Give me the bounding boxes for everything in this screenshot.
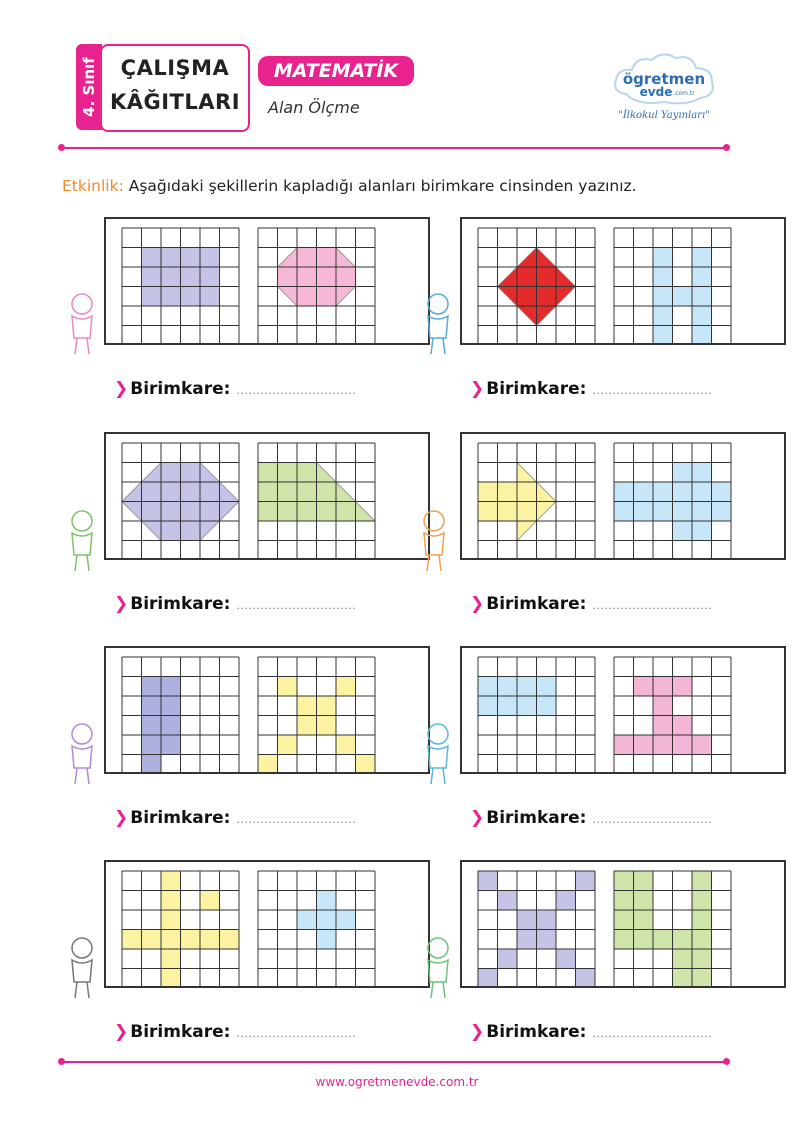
shaded-cell: [653, 677, 673, 697]
logo-text-2: evde: [639, 85, 673, 99]
shaded-cell: [161, 696, 181, 716]
footer-dot-left: [58, 1058, 65, 1065]
chevron-right-icon: ❯: [470, 594, 485, 614]
shaded-cell: [614, 735, 634, 755]
answer-label: Birimkare:: [486, 379, 587, 399]
shaded-cell: [653, 716, 673, 736]
shaded-cell: [317, 716, 337, 736]
shaded-cell: [278, 677, 298, 697]
shaded-cell: [692, 969, 712, 987]
worksheet-title-box: [100, 44, 250, 132]
shaded-cell: [297, 716, 317, 736]
answer-label: Birimkare:: [130, 379, 231, 399]
exercise-card: [104, 860, 430, 988]
answer-blank[interactable]: ..............................: [592, 1027, 713, 1040]
chevron-right-icon: ❯: [470, 379, 485, 399]
shaded-cell: [122, 930, 142, 950]
exercise-card: [104, 646, 430, 774]
shaded-cell: [181, 930, 201, 950]
answer-line[interactable]: [470, 1022, 712, 1042]
shaded-cell: [576, 871, 596, 891]
answer-blank[interactable]: ..............................: [236, 599, 357, 612]
divider-dot-right: [723, 144, 730, 151]
shaded-cell: [673, 735, 693, 755]
shaded-cell: [692, 326, 712, 344]
shaded-cell: [634, 930, 654, 950]
shaded-cell: [142, 755, 162, 773]
shaded-cell: [614, 871, 634, 891]
instruction-text: Aşağıdaki şekillerin kapladığı alanları birimkare cinsinden yazınız.: [123, 177, 637, 195]
instruction: [62, 177, 637, 195]
grade-label: 4. Sınıf: [80, 57, 98, 117]
shaded-cell: [692, 248, 712, 268]
shaded-cell: [653, 326, 673, 344]
exercise-card: [460, 646, 786, 774]
shaded-cell: [537, 677, 557, 697]
shaded-cell: [692, 267, 712, 287]
shaded-cell: [517, 696, 537, 716]
child-illustration-icon: [62, 288, 102, 358]
shaded-cell: [556, 949, 576, 969]
shaded-cell: [673, 716, 693, 736]
shaded-cell: [161, 267, 181, 287]
child-illustration-icon: [418, 718, 458, 788]
shaded-cell: [634, 735, 654, 755]
shaded-cell: [161, 677, 181, 697]
shaded-cell: [161, 248, 181, 268]
shaded-cell: [614, 502, 634, 522]
shaded-cell: [161, 891, 181, 911]
answer-label: Birimkare:: [486, 1022, 587, 1042]
shaded-cell: [653, 930, 673, 950]
shaded-cell: [673, 677, 693, 697]
shaded-cell: [614, 930, 634, 950]
shaded-cell: [336, 910, 356, 930]
grid-pair: [106, 648, 428, 772]
shaded-cell: [634, 871, 654, 891]
shaded-cell: [614, 891, 634, 911]
publisher-logo: [608, 48, 720, 126]
child-illustration-icon: [62, 505, 102, 575]
shaded-cell: [356, 755, 376, 773]
shaded-cell: [317, 696, 337, 716]
shaded-cell: [673, 502, 693, 522]
exercise-card: [460, 432, 786, 560]
grade-tab: [76, 44, 102, 130]
shaded-cell: [712, 502, 732, 522]
child-illustration-icon: [418, 932, 458, 1002]
shaded-cell: [297, 910, 317, 930]
answer-blank[interactable]: ..............................: [592, 384, 713, 397]
shaded-cell: [297, 696, 317, 716]
shaded-cell: [653, 696, 673, 716]
footer-divider: [62, 1061, 726, 1063]
shaded-cell: [556, 891, 576, 911]
shaded-cell: [200, 891, 220, 911]
shaded-cell: [161, 930, 181, 950]
shaded-cell: [317, 910, 337, 930]
shaded-cell: [336, 677, 356, 697]
grid-pair: [106, 862, 428, 986]
answer-blank[interactable]: ..............................: [592, 599, 713, 612]
shaded-cell: [278, 735, 298, 755]
answer-blank[interactable]: ..............................: [236, 384, 357, 397]
shaded-cell: [142, 930, 162, 950]
shaded-cell: [498, 949, 518, 969]
answer-line[interactable]: [114, 1022, 356, 1042]
grid-pair: [462, 648, 784, 772]
shaded-cell: [161, 969, 181, 987]
logo-domain: .com.tr: [673, 90, 695, 97]
shaded-cell: [537, 930, 557, 950]
shaded-cell: [161, 949, 181, 969]
grid-pair: [462, 434, 784, 558]
shaded-cell: [692, 306, 712, 326]
shaded-cell: [142, 248, 162, 268]
shaded-cell: [336, 735, 356, 755]
shaded-cell: [258, 755, 278, 773]
answer-line[interactable]: [114, 379, 356, 399]
shaded-cell: [498, 677, 518, 697]
title-line-2: KÂĞITLARI: [109, 90, 241, 114]
answer-label: Birimkare:: [130, 1022, 231, 1042]
shaded-cell: [692, 735, 712, 755]
child-illustration-icon: [62, 718, 102, 788]
shaded-cell: [161, 716, 181, 736]
answer-line[interactable]: [114, 594, 356, 614]
answer-line[interactable]: [470, 379, 712, 399]
shaded-cell: [692, 949, 712, 969]
header-divider: [62, 147, 726, 149]
shaded-cell: [692, 482, 712, 502]
shaded-cell: [498, 696, 518, 716]
exercise-card: [104, 217, 430, 345]
shaded-cell: [142, 287, 162, 307]
shaded-cell: [537, 696, 557, 716]
shaded-cell: [317, 930, 337, 950]
answer-label: Birimkare:: [130, 594, 231, 614]
shaded-cell: [692, 463, 712, 483]
shaded-cell: [673, 949, 693, 969]
shaded-cell: [614, 910, 634, 930]
shaded-cell: [692, 891, 712, 911]
footer-url[interactable]: www.ogretmenevde.com.tr: [315, 1075, 479, 1089]
shaded-cell: [200, 287, 220, 307]
grid-pair: [106, 434, 428, 558]
cloud-logo-icon: [608, 48, 720, 126]
shaded-cell: [537, 910, 557, 930]
shaded-cell: [220, 930, 240, 950]
shaded-cell: [712, 482, 732, 502]
exercise-card: [460, 860, 786, 988]
shaded-cell: [692, 521, 712, 541]
shaded-cell: [653, 306, 673, 326]
shaded-cell: [181, 267, 201, 287]
shaded-cell: [634, 482, 654, 502]
shaded-cell: [653, 287, 673, 307]
shaded-cell: [673, 521, 693, 541]
answer-label: Birimkare:: [130, 808, 231, 828]
subject-badge: MATEMATİK: [258, 56, 414, 86]
answer-line[interactable]: [470, 594, 712, 614]
shaded-cell: [692, 871, 712, 891]
shaded-cell: [200, 267, 220, 287]
shaded-cell: [478, 969, 498, 987]
title-line-1: ÇALIŞMA: [120, 56, 230, 80]
shaded-cell: [161, 871, 181, 891]
chevron-right-icon: ❯: [114, 808, 129, 828]
grid-pair: [462, 862, 784, 986]
answer-label: Birimkare:: [486, 594, 587, 614]
logo-text: ögretmen: [622, 70, 706, 88]
shaded-cell: [634, 910, 654, 930]
answer-line[interactable]: [470, 808, 712, 828]
shaded-cell: [517, 677, 537, 697]
shaded-cell: [692, 930, 712, 950]
shaded-cell: [692, 287, 712, 307]
shaded-cell: [653, 267, 673, 287]
shaded-cell: [653, 482, 673, 502]
child-illustration-icon: [418, 288, 458, 358]
grid-pair: [106, 219, 428, 343]
shaded-cell: [181, 287, 201, 307]
chevron-right-icon: ❯: [470, 808, 485, 828]
shaded-cell: [478, 696, 498, 716]
instruction-label: Etkinlik:: [62, 177, 124, 195]
shaded-cell: [673, 930, 693, 950]
shaded-cell: [614, 482, 634, 502]
shaded-cell: [161, 735, 181, 755]
divider-dot-left: [58, 144, 65, 151]
logo-tagline: "İlkokul Yayınları": [618, 110, 710, 121]
shaded-cell: [653, 735, 673, 755]
answer-label: Birimkare:: [486, 808, 587, 828]
shaded-cell: [142, 716, 162, 736]
shaded-cell: [634, 677, 654, 697]
shaded-cell: [692, 502, 712, 522]
answer-blank[interactable]: ..............................: [236, 813, 357, 826]
chevron-right-icon: ❯: [114, 379, 129, 399]
child-illustration-icon: [414, 505, 454, 575]
shaded-cell: [142, 677, 162, 697]
shaded-cell: [634, 502, 654, 522]
exercise-card: [460, 217, 786, 345]
chevron-right-icon: ❯: [114, 594, 129, 614]
topic-label: Alan Ölçme: [268, 98, 360, 117]
shaded-cell: [673, 969, 693, 987]
shaded-cell: [673, 463, 693, 483]
shaded-cell: [142, 735, 162, 755]
shaded-cell: [692, 910, 712, 930]
shaded-cell: [317, 891, 337, 911]
shaded-cell: [200, 930, 220, 950]
shaded-cell: [653, 502, 673, 522]
shaded-cell: [653, 248, 673, 268]
shaded-cell: [673, 482, 693, 502]
shaded-cell: [200, 248, 220, 268]
answer-blank[interactable]: ..............................: [236, 1027, 357, 1040]
chevron-right-icon: ❯: [470, 1022, 485, 1042]
shaded-cell: [498, 891, 518, 911]
shaded-cell: [517, 910, 537, 930]
shaded-cell: [161, 910, 181, 930]
answer-line[interactable]: [114, 808, 356, 828]
shaded-cell: [634, 891, 654, 911]
shaded-cell: [673, 287, 693, 307]
shaded-cell: [181, 248, 201, 268]
chevron-right-icon: ❯: [114, 1022, 129, 1042]
child-illustration-icon: [62, 932, 102, 1002]
shaded-cell: [142, 267, 162, 287]
exercise-card: [104, 432, 430, 560]
shaded-cell: [576, 969, 596, 987]
grid-pair: [462, 219, 784, 343]
shaded-cell: [478, 677, 498, 697]
shaded-cell: [517, 930, 537, 950]
shaded-cell: [478, 871, 498, 891]
answer-blank[interactable]: ..............................: [592, 813, 713, 826]
footer-dot-right: [723, 1058, 730, 1065]
shaded-cell: [161, 287, 181, 307]
shaded-cell: [142, 696, 162, 716]
